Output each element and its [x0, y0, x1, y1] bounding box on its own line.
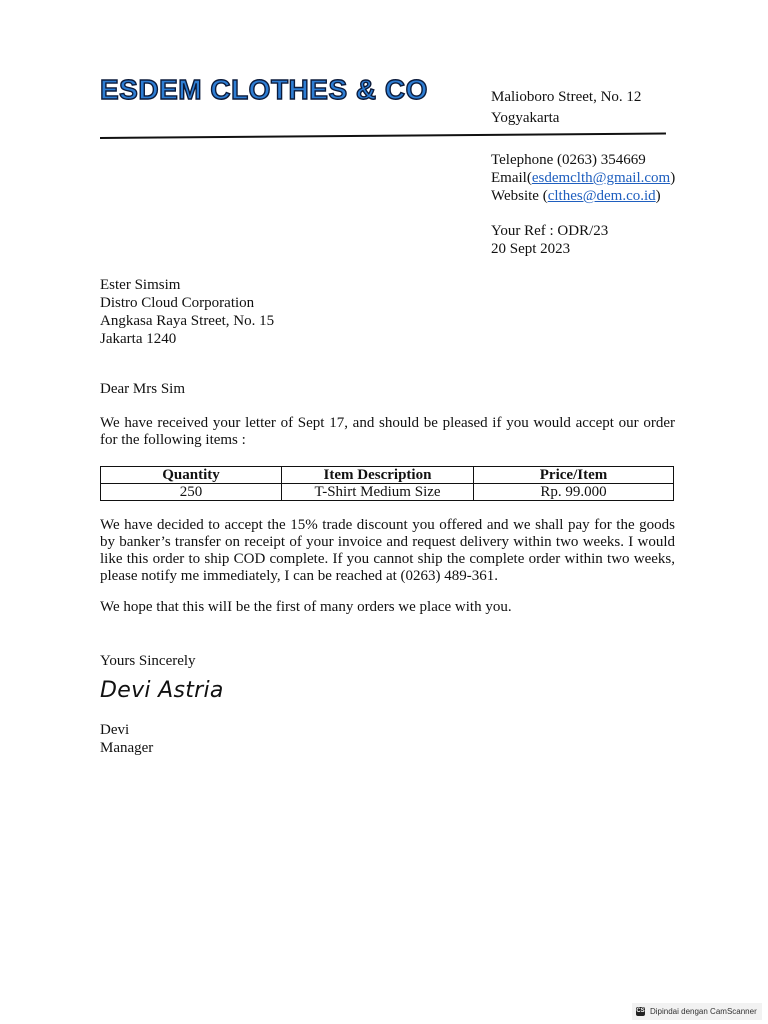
body-paragraph-2: We have decided to accept the 15% trade discount you offered and we shall pay for the goods by banker’s transfer on receipt of your invoice and request delivery within two weeks. I would like this order to ship COD complete. If you cannot ship the complete order within two weeks, please notify me immediately, I can be reached at (0263) 489-361.	[100, 517, 675, 584]
email-link[interactable]: esdemclth@gmail.com	[531, 170, 671, 186]
website-line	[491, 187, 675, 205]
signer-name: Devi	[100, 722, 130, 738]
company-address	[491, 87, 641, 129]
signer-title: Manager	[100, 740, 154, 756]
order-table	[100, 466, 674, 501]
closing: Yours Sincerely	[100, 653, 196, 669]
signer-block	[100, 721, 153, 757]
your-ref: Your Ref : ODR/23	[491, 223, 609, 239]
recipient-name: Ester Simsim	[100, 277, 181, 293]
recipient-city: Jakarta 1240	[100, 331, 177, 347]
camscanner-watermark	[632, 1003, 762, 1020]
email-suffix: )	[670, 170, 676, 186]
address-line-2: Yogyakarta	[491, 110, 560, 126]
header-item-description: Item Description	[282, 467, 474, 484]
company-logo: ESDEM CLOTHES & CO	[100, 74, 428, 105]
cell-item-description: T-Shirt Medium Size	[282, 484, 474, 501]
camscanner-icon: CS	[636, 1008, 645, 1014]
website-link[interactable]: clthes@dem.co.id	[547, 188, 656, 204]
recipient-address	[100, 276, 274, 348]
body-paragraph-1: We have received your letter of Sept 17, and should be pleased if you would accept our order for the following items :	[100, 415, 675, 448]
table-row	[101, 484, 674, 501]
salutation: Dear Mrs Sim	[100, 381, 185, 397]
reference-block	[491, 222, 608, 258]
website-prefix: Website (	[491, 188, 548, 204]
header-quantity: Quantity	[101, 467, 282, 484]
header-price-item: Price/Item	[474, 467, 674, 484]
cell-quantity: 250	[101, 484, 282, 501]
letterhead-divider	[100, 133, 666, 139]
letter-date: 20 Sept 2023	[491, 241, 571, 257]
recipient-company: Distro Cloud Corporation	[100, 295, 255, 311]
email-line	[491, 169, 675, 187]
email-prefix: Email(	[491, 170, 532, 186]
cell-price-item: Rp. 99.000	[474, 484, 674, 501]
telephone: Telephone (0263) 354669	[491, 152, 646, 168]
website-suffix: )	[655, 188, 661, 204]
order-table-header	[101, 467, 674, 484]
body-paragraph-3: We hope that this wilI be the first of many orders we place with you.	[100, 599, 512, 615]
watermark-text: Dipindai dengan CamScanner	[650, 1007, 757, 1016]
company-contact	[491, 151, 675, 205]
signature: Devi Astria	[100, 678, 224, 703]
recipient-street: Angkasa Raya Street, No. 15	[100, 313, 275, 329]
address-line-1: Malioboro Street, No. 12	[491, 89, 642, 105]
